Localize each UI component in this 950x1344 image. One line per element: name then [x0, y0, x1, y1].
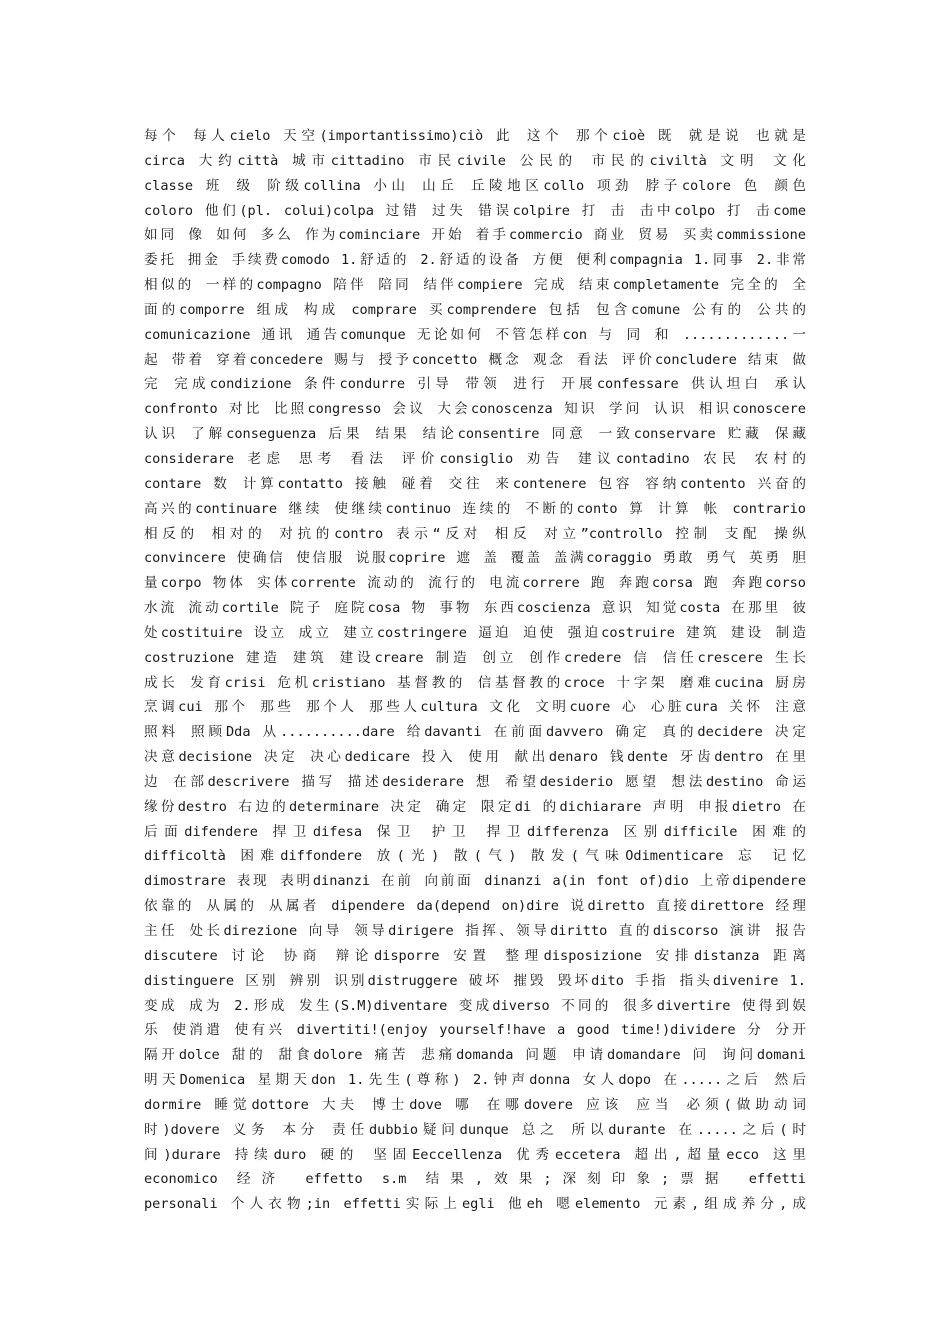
text-line: distinguere 区别 辨别 识别distruggere 破坏 摧毁 毁坏dito 手指 指头divenire 1. — [144, 972, 806, 989]
text-line: contare 数 计算contatto 接触 碰着 交往 来contenere 包容 容纳contento 兴奋的 — [144, 475, 806, 492]
text-line: 隔开dolce 甜的 甜食dolore 痛苦 悲痛domanda 问题 申请domandare 问 询问domani — [144, 1047, 806, 1064]
text-line: coloro 他们(pl. colui)colpa 过错 过失 错误colpire 打 击 击中colpo 打 击come — [144, 202, 806, 219]
text-line: 缘份destro 右边的determinare 决定 确定 限定di 的dichiarare 声明 申报dietro 在 — [144, 798, 806, 815]
text-line: costruzione 建造 建筑 建设creare 制造 创立 创作credere 信 信任crescere 生长 — [144, 649, 806, 666]
text-line: 认识 了解conseguenza 后果 结果 结论consentire 同意 一致conservare 贮藏 保藏 — [144, 426, 806, 443]
text-line: 成长 发育crisi 危机cristiano 基督教的 信基督教的croce 十字架 磨难cucina 厨房 — [144, 674, 806, 691]
text-line: discutere 讨论 协商 辩论disporre 安置 整理disposizione 安排distanza 距离 — [144, 947, 806, 964]
text-line: comunicazione 通讯 通告comunque 无论如何 不管怎样con 与 同 和 .............一 — [144, 326, 806, 343]
text-line: 相反的 相对的 对抗的contro 表示“反对 相反 对立”controllo 控制 支配 操纵 — [144, 525, 806, 542]
text-line: classe 班 级 阶级collina 小山 山丘 丘陵地区collo 项劲 脖子colore 色 颜色 — [144, 177, 806, 194]
text-line: 水流 流动cortile 院子 庭院cosa 物 事物 东西coscienza 意识 知觉costa 在那里 彼 — [144, 600, 806, 617]
text-line: 后面difendere 捍卫difesa 保卫 护卫 捍卫differenza 区别difficile 困难的 — [144, 823, 806, 840]
text-line: 高兴的continuare 继续 使继续continuo 连续的 不断的conto 算 计算 帐 contrario — [144, 500, 806, 517]
text-line: 量corpo 物体 实体corrente 流动的 流行的 电流correre 跑 奔跑corsa 跑 奔跑corso — [144, 575, 806, 592]
text-line: 变成 成为 2.形成 发生(S.M)diventare 变成diverso 不同的 很多divertire 使得到娱 — [144, 997, 806, 1014]
text-line: 时)dovere 义务 本分 责任dubbio疑问dunque 总之 所以durante 在.....之后(时 — [144, 1121, 806, 1138]
text-line: 决意decisione 决定 决心dedicare 投入 使用 献出denaro 钱dente 牙齿dentro 在里 — [144, 749, 806, 766]
text-line: 相似的 一样的compagno 陪伴 陪同 结伴compiere 完成 结束completamente 完全的 全 — [144, 277, 806, 294]
text-line: 乐 使消遣 使有兴 divertiti!(enjoy yourself!have a good time!)dividere 分 分开 — [144, 1022, 806, 1039]
text-line: dormire 睡觉dottore 大夫 博士dove 哪 在哪dovere 应该 应当 必须(做助动词 — [144, 1096, 806, 1113]
text-line: 边 在部descrivere 描写 描述desiderare 想 希望desiderio 愿望 想法destino 命运 — [144, 773, 806, 790]
text-line: 面的comporre 组成 构成 comprare 买comprendere 包括 包含comune 公有的 公共的 — [144, 301, 806, 318]
text-line: 照料 照顾Dda 从..........dare 给davanti 在前面davvero 确定 真的decidere 决定 — [144, 724, 806, 741]
text-line: 起 带着 穿着concedere 赐与 授予concetto 概念 观念 看法 评价concludere 结束 做 — [144, 351, 806, 368]
text-line: 明天Domenica 星期天don 1.先生(尊称) 2.钟声donna 女人dopo 在.....之后 然后 — [144, 1072, 806, 1089]
text-line: personali 个人衣物;in effetti实际上egli 他eh 嗯elemento 元素,组成养分,成 — [144, 1196, 806, 1213]
text-line: economico 经济 effetto s.m 结果,效果;深刻印象;票据 effetti — [144, 1171, 806, 1188]
text-line: 间)durare 持续duro 硬的 坚固Eeccellenza 优秀eccetera 超出,超量ecco 这里 — [144, 1146, 806, 1163]
text-line: difficoltà 困难diffondere 放(光) 散(气) 散发(气味Odimenticare 忘 记忆 — [144, 848, 806, 865]
text-line: circa 大约città 城市cittadino 市民civile 公民的 市民的civiltà 文明 文化 — [144, 152, 806, 169]
text-line: 每个 每人cielo 天空(importantissimo)ciò 此 这个 那个cioè 既 就是说 也就是 — [144, 128, 806, 144]
text-line: 主任 处长direzione 向导 领导dirigere 指挥、领导diritto 直的discorso 演讲 报告 — [144, 923, 806, 939]
document-page — [144, 124, 806, 1217]
text-line: 依靠的 从属的 从属者 dipendere da(depend on)dire 说diretto 直接direttore 经理 — [144, 898, 806, 915]
text-line: convincere 使确信 使信服 说服coprire 遮 盖 覆盖 盖满coraggio 勇敢 勇气 英勇 胆 — [144, 550, 806, 567]
text-line: confronto 对比 比照congresso 会议 大会conoscenza 知识 学问 认识 相识conoscere — [144, 401, 806, 418]
text-line: considerare 老虑 思考 看法 评价consiglio 劝告 建议contadino 农民 农村的 — [144, 450, 806, 467]
text-line: dimostrare 表现 表明dinanzi 在前 向前面 dinanzi a(in font of)dio 上帝dipendere — [144, 873, 806, 890]
text-line: 委托 拥金 手续费comodo 1.舒适的 2.舒适的设备 方便 便利compagnia 1.同事 2.非常 — [144, 252, 806, 269]
text-line: 如同 像 如何 多么 作为cominciare 开始 着手commercio 商业 贸易 买卖commissione — [144, 227, 806, 244]
text-line: 烹调cui 那个 那些 那个人 那些人cultura 文化 文明cuore 心 心脏cura 关怀 注意 — [144, 699, 806, 716]
text-line: 处costituire 设立 成立 建立costringere 逼迫 迫使 强迫costruire 建筑 建设 制造 — [144, 624, 806, 641]
text-line: 完 完成condizione 条件condurre 引导 带领 进行 开展confessare 供认坦白 承认 — [144, 376, 806, 393]
